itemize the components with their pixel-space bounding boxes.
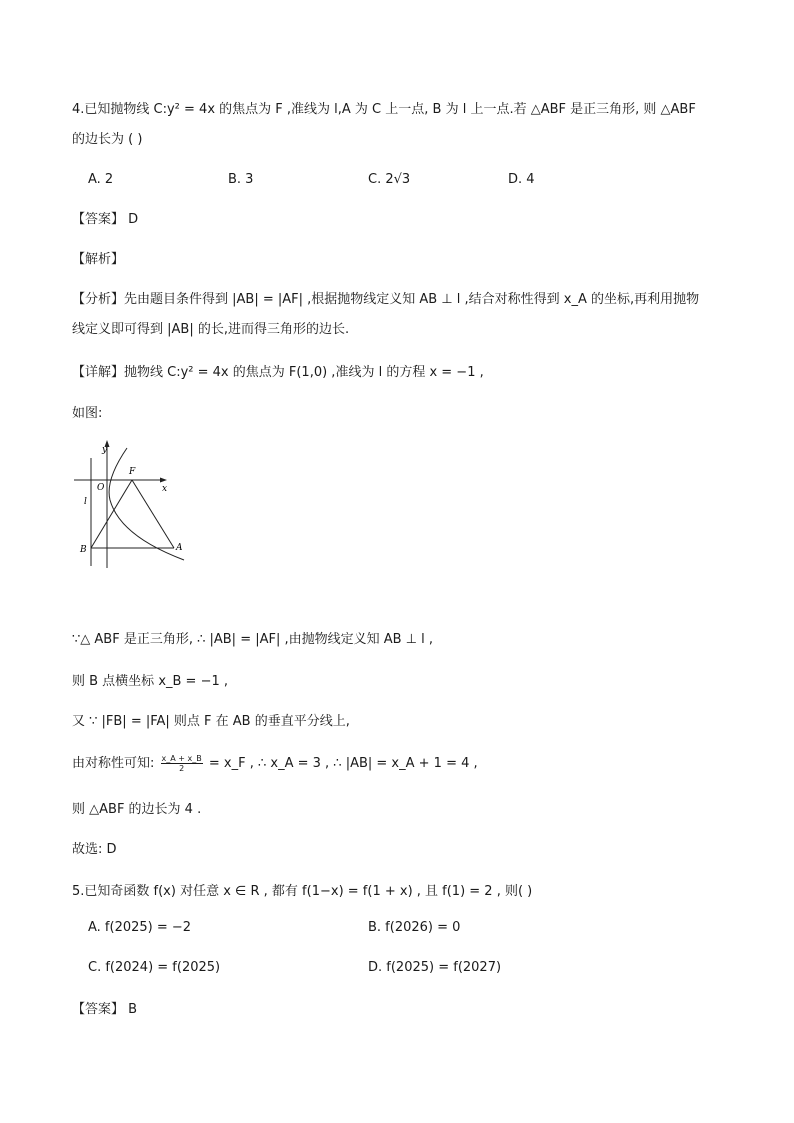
q5-stem: 5.已知奇函数 f(x) 对任意 x ∈ R , 都有 f(1−x) = f(1 + x) , 且 f(1) = 2 , 则( ) <box>72 884 533 899</box>
parabola-figure <box>70 438 200 570</box>
q5-option-a: A. f(2025) = −2 <box>88 920 192 935</box>
q4-detail: 【详解】抛物线 C:y² = 4x 的焦点为 F(1,0) ,准线为 l 的方程 x = −1 , <box>72 365 484 380</box>
q5-option-c: C. f(2024) = f(2025) <box>88 960 221 975</box>
q4-option-a: A. 2 <box>88 172 114 187</box>
segment-fa <box>132 480 174 548</box>
x-axis-arrow <box>160 478 167 483</box>
q5-option-b: B. f(2026) = 0 <box>368 920 461 935</box>
fraction-numerator: x_A + x_B <box>161 754 202 763</box>
q5-option-d: D. f(2025) = f(2027) <box>368 960 502 975</box>
q4-step2: 则 B 点横坐标 x_B = −1 , <box>72 674 229 689</box>
label-b: B <box>80 545 87 555</box>
q4-analysis-header: 【解析】 <box>72 252 125 267</box>
q4-step5: 则 △ABF 的边长为 4 . <box>72 802 202 817</box>
fraction-denominator: 2 <box>179 764 185 773</box>
q4-option-d: D. 4 <box>508 172 535 187</box>
label-a: A <box>176 543 183 553</box>
q4-step3: 又 ∵ |FB| = |FA| 则点 F 在 AB 的垂直平分线上, <box>72 714 350 729</box>
q4-option-c: C. 2√3 <box>368 172 411 187</box>
q4-step4 <box>72 752 478 773</box>
q4-answer: 【答案】 D <box>72 212 139 227</box>
label-l: l <box>84 497 87 507</box>
q4-step1: ∵△ ABF 是正三角形, ∴ |AB| = |AF| ,由抛物线定义知 AB ⊥ l , <box>72 632 434 647</box>
label-y: y <box>102 445 108 455</box>
q4-step4-suffix: = x_F , ∴ x_A = 3 , ∴ |AB| = x_A + 1 = 4 , <box>208 756 478 771</box>
q4-choose: 故选: D <box>72 842 117 857</box>
q4-option-b: B. 3 <box>228 172 254 187</box>
q4-stem-line1: 4.已知抛物线 C:y² = 4x 的焦点为 F ,准线为 l,A 为 C 上一点, B 为 l 上一点.若 △ABF 是正三角形, 则 △ABF <box>72 102 696 117</box>
q4-step4-fraction <box>161 754 203 773</box>
q5-answer: 【答案】 B <box>72 1002 138 1017</box>
label-f: F <box>129 467 136 477</box>
q4-analysis-line2: 线定义即可得到 |AB| 的长,进而得三角形的边长. <box>72 322 350 337</box>
label-o: O <box>97 483 105 493</box>
q4-stem-line2: 的边长为 ( ) <box>72 132 143 147</box>
q4-as-figure: 如图: <box>72 406 103 421</box>
q4-analysis-line1: 【分析】先由题目条件得到 |AB| = |AF| ,根据抛物线定义知 AB ⊥ l ,结合对称性得到 x_A 的坐标,再利用抛物 <box>72 292 700 307</box>
q4-step4-prefix: 由对称性可知: <box>72 756 155 771</box>
label-x: x <box>162 484 168 494</box>
